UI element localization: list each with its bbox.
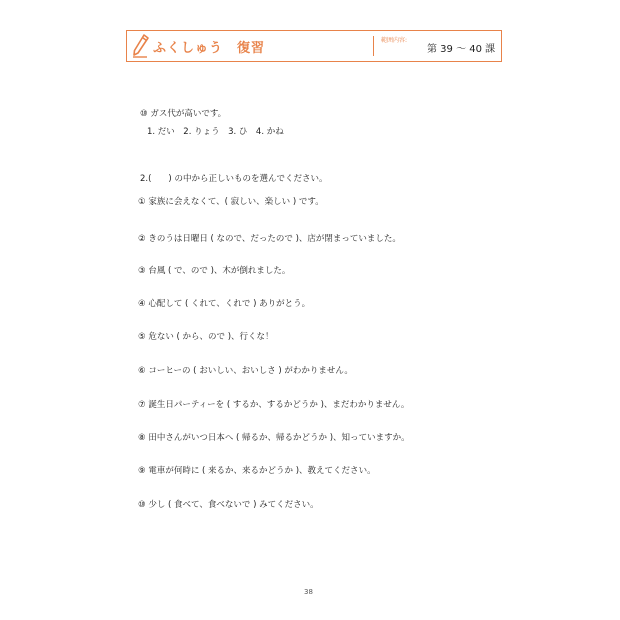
exercise-item-2: ② きのうは日曜日 ( なので、だったので )、店が閉まっていました。 [138,234,401,244]
exercise-item-10: ⑩ 少し ( 食べて、食べないで ) みてください。 [138,500,319,510]
scope-value: 第 39 〜 40 課 [427,44,496,55]
header-divider [373,36,374,56]
page-title: ふくしゅう 復習 [153,41,266,56]
exercise-item-8: ⑧ 田中さんがいつ日本へ ( 帰るか、帰るかどうか )、知っていますか。 [138,433,410,443]
exercise-item-7: ⑦ 誕生日パーティーを ( するか、するかどうか )、まだわかりません。 [138,400,410,410]
exercise-item-9: ⑨ 電車が何時に ( 来るか、来るかどうか )、教えてください。 [138,466,376,476]
header-box [126,30,502,62]
page-number: 38 [304,588,313,596]
exercise-item-3: ③ 台風 ( で、ので )、木が倒れました。 [138,266,291,276]
exercise-item-4: ④ 心配して ( くれて、くれで ) ありがとう。 [138,299,311,309]
scope-label: 範囲内容: [381,37,408,44]
pencil-icon [131,33,151,59]
question-10-choices: 1. だい 2. りょう 3. ひ 4. かね [147,127,284,137]
exercise-item-1: ① 家族に会えなくて、( 寂しい、楽しい ) です。 [138,197,324,207]
exercise-item-6: ⑥ コーヒーの ( おいしい、おいしさ ) がわかりません。 [138,366,353,376]
section-2-instruction: 2.( ) の中から正しいものを選んでください。 [140,174,328,184]
question-10-text: ⑩ ガス代が高いです。 [140,109,227,119]
exercise-item-5: ⑤ 危ない ( から、ので )、行くな！ [138,332,274,342]
